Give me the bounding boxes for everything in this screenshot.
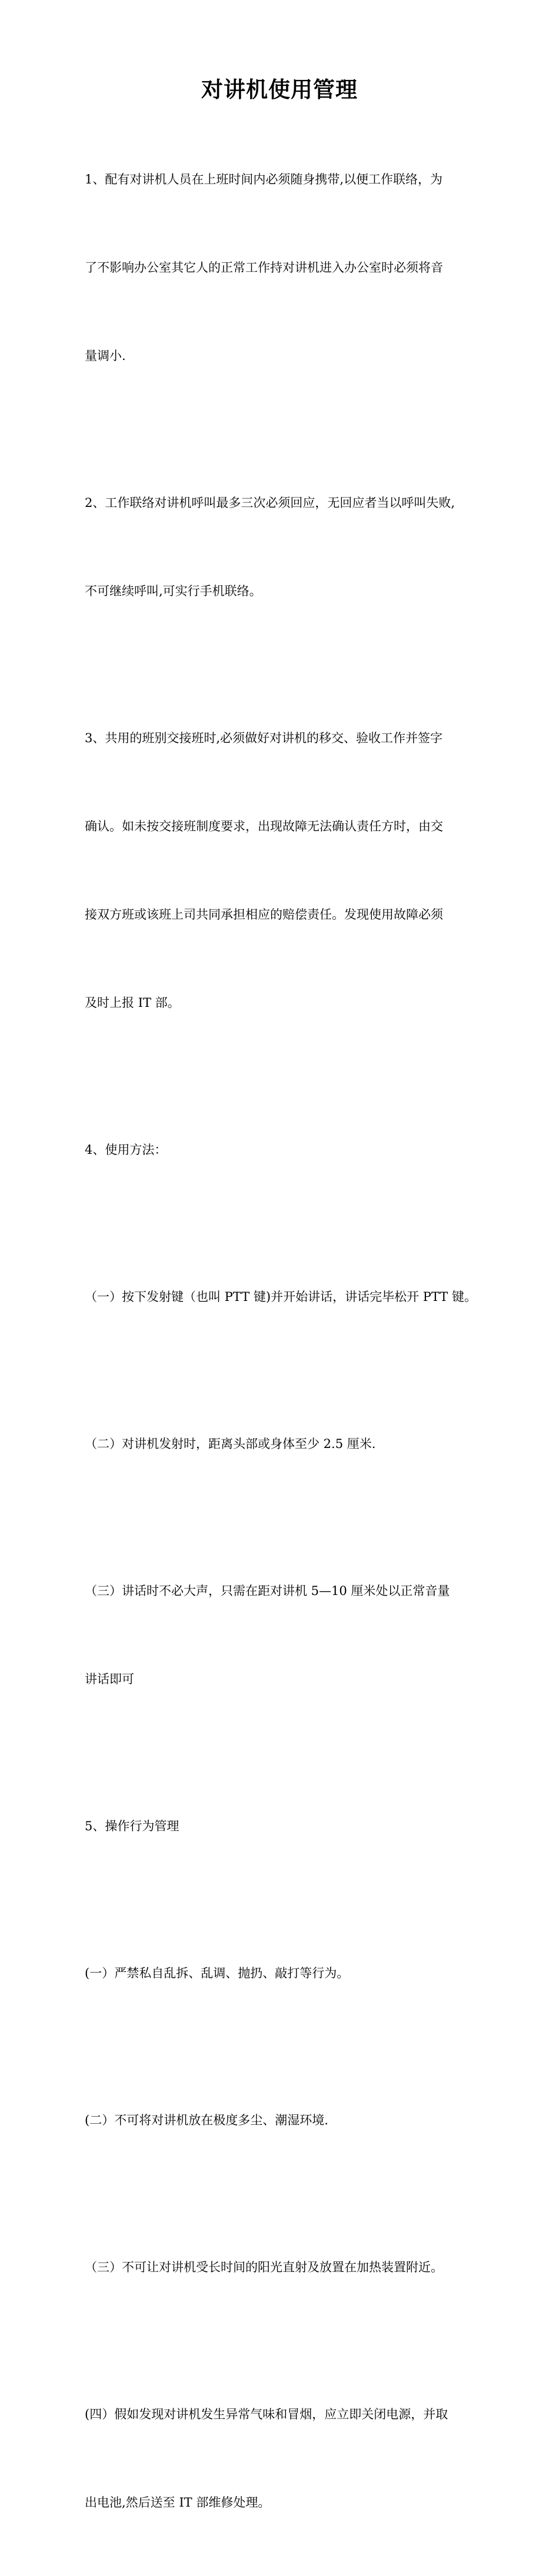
text-line: (一）严禁私自乱拆、乱调、抛扔、敲打等行为。 bbox=[85, 1966, 350, 1980]
text-line: (四）假如发现对讲机发生异常气味和冒烟，应立即关闭电源，并取 bbox=[85, 2407, 448, 2421]
usage-item-3 bbox=[85, 1517, 485, 1753]
text-line: 不可继续呼叫,可实行手机联络。 bbox=[85, 584, 262, 598]
paragraph-rule-1 bbox=[85, 106, 485, 429]
paragraph-rule-2 bbox=[85, 429, 485, 665]
operation-item-4 bbox=[85, 2341, 485, 2576]
text-line: （一）按下发射键（也叫 PTT 键)并开始讲话，讲话完毕松开 PTT 键。 bbox=[85, 1290, 477, 1304]
text-line: 4、使用方法： bbox=[85, 1143, 167, 1157]
paragraph-rule-3 bbox=[85, 665, 485, 1076]
text-line: 5、操作行为管理 bbox=[85, 1819, 179, 1833]
section-heading-operation bbox=[85, 1753, 485, 1900]
text-line: （二）对讲机发射时，距离头部或身体至少 2.5 厘米. bbox=[85, 1437, 376, 1451]
usage-item-2 bbox=[85, 1370, 485, 1517]
text-line: (二）不可将对讲机放在极度多尘、潮湿环境. bbox=[85, 2113, 328, 2127]
operation-item-3 bbox=[85, 2194, 485, 2341]
text-line: 及时上报 IT 部。 bbox=[85, 996, 180, 1010]
operation-item-1 bbox=[85, 1900, 485, 2047]
text-line: 确认。如未按交接班制度要求，出现故障无法确认责任方时，由交 bbox=[85, 819, 443, 833]
text-line: 出电池,然后送至 IT 部维修处理。 bbox=[85, 2495, 271, 2510]
text-line: 了不影响办公室其它人的正常工作持对讲机进入办公室时必须将音 bbox=[85, 261, 443, 275]
text-line: 1、配有对讲机人员在上班时间内必须随身携带,以便工作联络，为 bbox=[85, 172, 443, 186]
usage-item-1 bbox=[85, 1223, 485, 1370]
document-title: 对讲机使用管理 bbox=[201, 76, 358, 102]
operation-item-2 bbox=[85, 2047, 485, 2194]
text-line: 讲话即可 bbox=[85, 1672, 134, 1686]
text-line: 3、共用的班别交接班时,必须做好对讲机的移交、验收工作并签字 bbox=[85, 731, 443, 745]
section-heading-usage bbox=[85, 1076, 485, 1223]
text-line: 2、工作联络对讲机呼叫最多三次必须回应，无回应者当以呼叫失败, bbox=[85, 496, 455, 510]
text-line: （三）不可让对讲机受长时间的阳光直射及放置在加热装置附近。 bbox=[85, 2260, 443, 2274]
text-line: 接双方班或该班上司共同承担相应的赔偿责任。发现使用故障必须 bbox=[85, 907, 443, 922]
text-line: （三）讲话时不必大声，只需在距对讲机 5—10 厘米处以正常音量 bbox=[85, 1584, 450, 1598]
text-line: 量调小. bbox=[85, 349, 126, 363]
document-body bbox=[85, 106, 485, 2576]
